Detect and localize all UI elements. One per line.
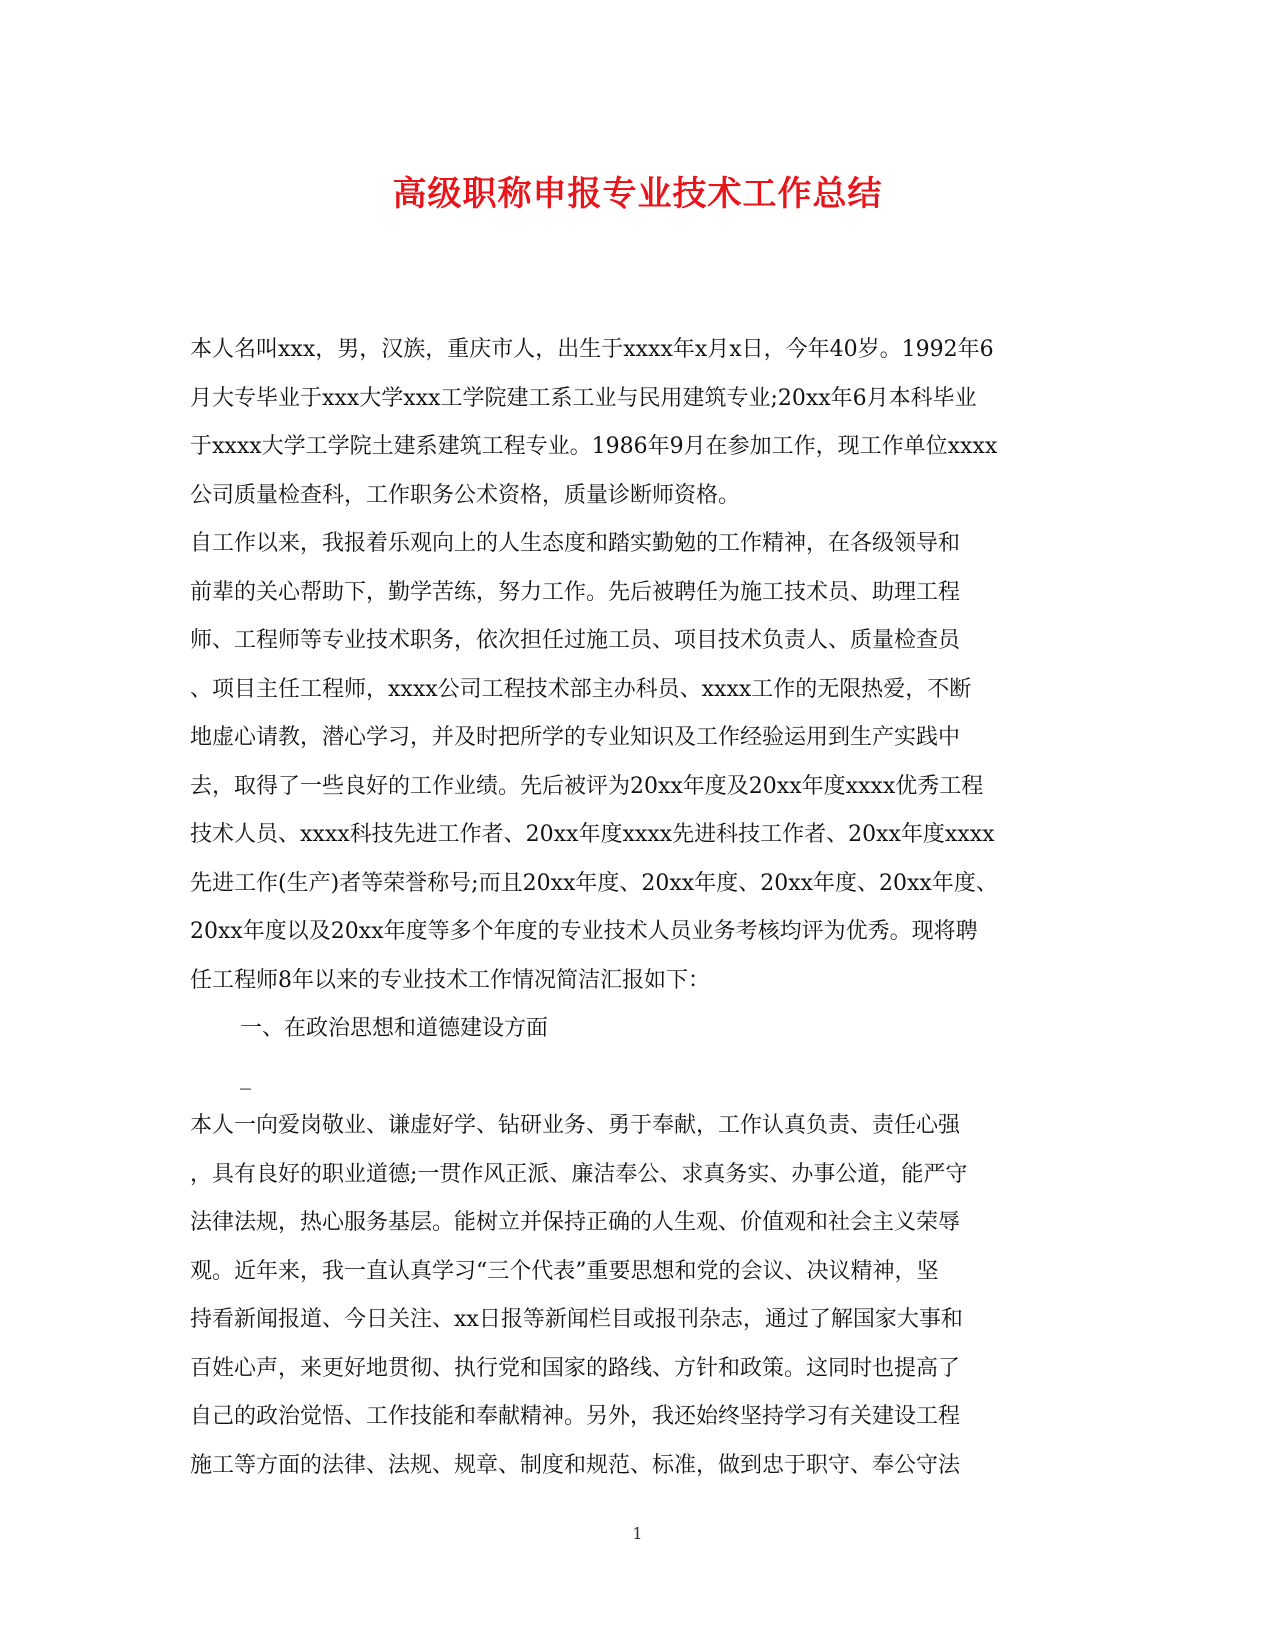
body-line: 20xx年度以及20xx年度等多个年度的专业技术人员业务考核均评为优秀。现将聘 [190, 919, 978, 944]
body-line: 师、工程师等专业技术职务，依次担任过施工员、项目技术负责人、质量检查员 [190, 628, 961, 653]
body-line: 法律法规，热心服务基层。能树立并保持正确的人生观、价值观和社会主义荣辱 [190, 1210, 961, 1235]
page-number: 1 [632, 1524, 643, 1543]
document-title: 高级职称申报专业技术工作总结 [392, 174, 883, 214]
body-line: 先进工作(生产)者等荣誉称号;而且20xx年度、20xx年度、20xx年度、20xx年度、 [190, 870, 998, 896]
body-line: 公司质量检查科，工作职务公术资格，质量诊断师资格。 [190, 482, 741, 508]
body-line: 任工程师8年以来的专业技术工作情况简洁汇报如下： [190, 967, 710, 993]
body-line: 本人一向爱岗敬业、谦虚好学、钻研业务、勇于奉献，工作认真负责、责任心强 [190, 1113, 961, 1138]
body-line: 百姓心声，来更好地贯彻、执行党和国家的路线、方针和政策。这同时也提高了 [190, 1355, 961, 1381]
document-body [190, 326, 1070, 1490]
body-line: 自己的政治觉悟、工作技能和奉献精神。另外，我还始终坚持学习有关建设工程 [190, 1404, 961, 1429]
body-line: _ [240, 1064, 251, 1090]
body-line: 持看新闻报道、今日关注、xx日报等新闻栏目或报刊杂志，通过了解国家大事和 [190, 1307, 963, 1332]
body-line: ，具有良好的职业道德;一贯作风正派、廉洁奉公、求真务实、办事公道，能严守 [190, 1161, 968, 1187]
body-line: 观。近年来，我一直认真学习“三个代表”重要思想和党的会议、决议精神，坚 [190, 1258, 939, 1284]
section-heading: 一、在政治思想和道德建设方面 [240, 1016, 549, 1041]
body-line: 技术人员、xxxx科技先进工作者、20xx年度xxxx先进科技工作者、20xx年度xxxx [190, 822, 995, 847]
body-line: 去，取得了一些良好的工作业绩。先后被评为20xx年度及20xx年度xxxx优秀工程 [190, 773, 984, 799]
body-line: 、项目主任工程师，xxxx公司工程技术部主办科员、xxxx工作的无限热爱，不断 [190, 676, 972, 702]
body-line: 本人名叫xxx，男，汉族，重庆市人，出生于xxxx年x月x日，今年40岁。1992年6 [190, 337, 994, 362]
body-line: 自工作以来，我报着乐观向上的人生态度和踏实勤勉的工作精神，在各级领导和 [190, 531, 961, 556]
body-line: 前辈的关心帮助下，勤学苦练，努力工作。先后被聘任为施工技术员、助理工程 [190, 579, 961, 605]
body-line: 月大专毕业于xxx大学xxx工学院建工系工业与民用建筑专业;20xx年6月本科毕业 [190, 385, 977, 411]
body-line: 施工等方面的法律、法规、规章、制度和规范、标准，做到忠于职守、奉公守法 [190, 1452, 961, 1478]
body-line: 地虚心请教，潜心学习，并及时把所学的专业知识及工作经验运用到生产实践中 [190, 725, 961, 750]
body-line: 于xxxx大学工学院土建系建筑工程专业。1986年9月在参加工作，现工作单位xxxx [190, 434, 998, 459]
